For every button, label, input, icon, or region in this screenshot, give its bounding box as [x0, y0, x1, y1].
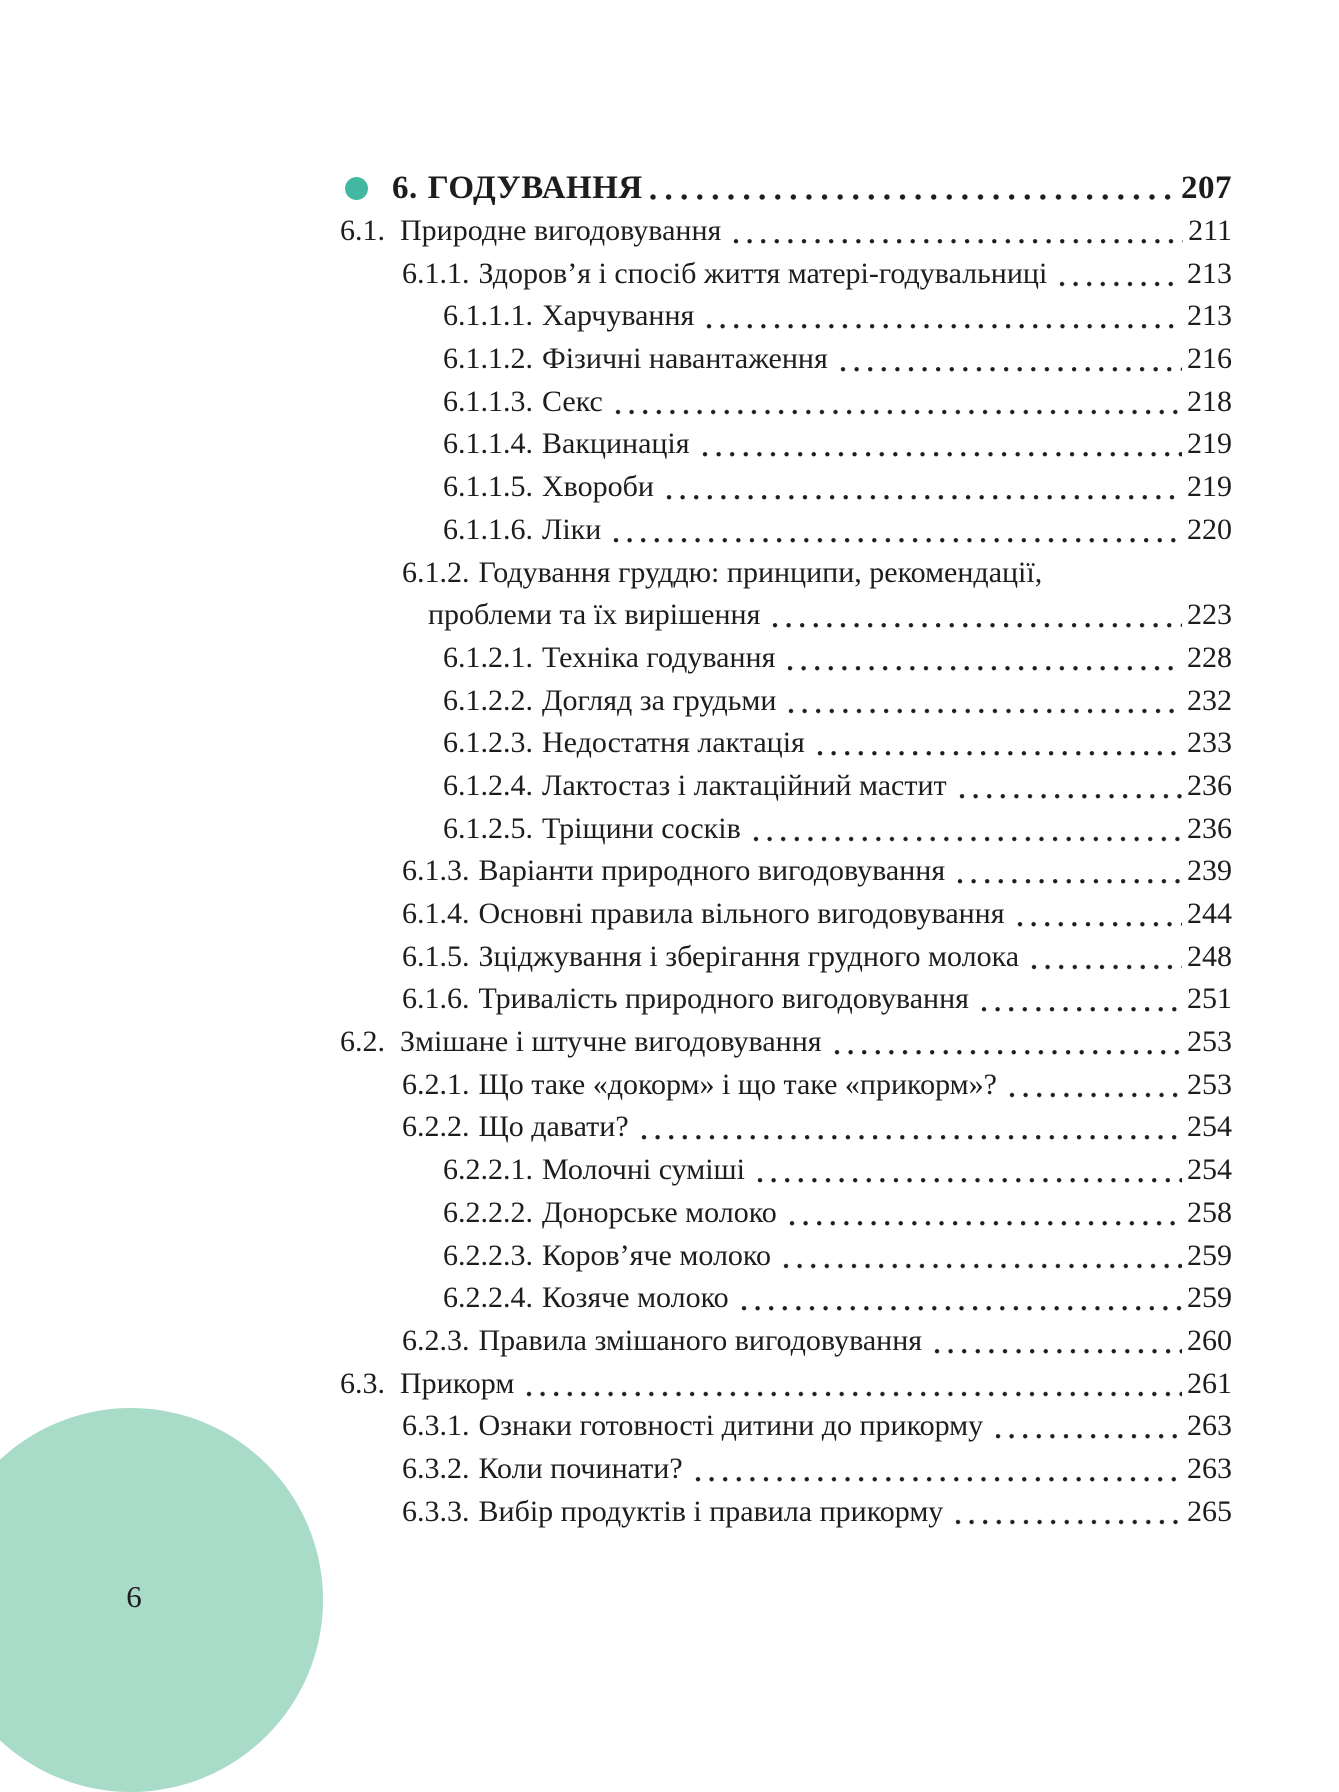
- dot-leader: [754, 1149, 1182, 1192]
- entry-page-number: 259: [1187, 1238, 1232, 1272]
- entry-title: Природне вигодовування: [400, 214, 722, 247]
- entry-number: 6.1.1.4.: [443, 427, 533, 461]
- entry-title: Техніка годування: [542, 640, 776, 674]
- entry-number: 6.1.2.: [402, 555, 470, 589]
- entry-number: 6.2.: [340, 1025, 385, 1059]
- entry-page-number: 260: [1187, 1323, 1232, 1357]
- entry-title: Догляд за грудьми: [542, 683, 777, 717]
- entry-page-number: 219: [1187, 470, 1232, 504]
- toc-entry: [340, 1106, 1232, 1149]
- toc-entry: [340, 253, 1232, 296]
- entry-page-number: 253: [1187, 1067, 1232, 1101]
- dot-leader: [703, 295, 1182, 338]
- entry-number: 6.2.2.1.: [443, 1153, 533, 1187]
- dot-leader: [992, 1405, 1182, 1448]
- entry-page-number: 254: [1187, 1110, 1232, 1144]
- entry-title: Недостатня лактація: [542, 726, 805, 760]
- footer-page-number: 6: [126, 1578, 142, 1614]
- toc-entry: [340, 1235, 1232, 1278]
- toc-entry: [340, 1277, 1232, 1320]
- entry-number: 6.2.1.: [402, 1067, 470, 1101]
- entry-number: 6.1.2.1.: [443, 640, 533, 674]
- entry-number: 6.3.: [340, 1366, 385, 1400]
- dot-leader: [785, 680, 1182, 723]
- entry-number: 6.1.1.1.: [443, 299, 533, 333]
- entry-page-number: 223: [1187, 598, 1232, 632]
- toc-entry: [340, 850, 1232, 893]
- toc-entry: [340, 722, 1232, 765]
- entry-title: Ознаки готовності дитини до прикорму: [478, 1409, 984, 1443]
- dot-leader: [954, 850, 1182, 893]
- entry-title: Харчування: [542, 299, 695, 333]
- chapter-bullet-icon: [345, 177, 368, 200]
- entry-title: Секс: [542, 384, 603, 418]
- toc-entry: [340, 466, 1232, 509]
- entry-page-number: 258: [1187, 1195, 1232, 1229]
- entry-title: Варіанти природного вигодовування: [478, 854, 946, 888]
- entry-title: Коров’яче молоко: [542, 1238, 771, 1272]
- chapter-page-number: 207: [1181, 170, 1232, 206]
- toc-entry: [340, 978, 1232, 1021]
- entry-page-number: 265: [1187, 1494, 1232, 1528]
- entry-page-number: 248: [1187, 939, 1232, 973]
- dot-leader: [978, 978, 1182, 1021]
- entry-title: Донорське молоко: [542, 1195, 777, 1229]
- dot-leader: [692, 1448, 1182, 1491]
- entry-title: Що таке «докорм» і що таке «прикорм»?: [478, 1067, 997, 1101]
- dot-leader: [769, 594, 1182, 637]
- toc-entry: [340, 295, 1232, 338]
- entry-number: 6.1.5.: [402, 939, 470, 973]
- toc-entry: [340, 893, 1232, 936]
- entry-number: 6.2.2.2.: [443, 1195, 533, 1229]
- dot-leader: [1028, 936, 1182, 979]
- entry-number: 6.1.1.5.: [443, 470, 533, 504]
- dot-leader: [837, 338, 1182, 381]
- dot-leader: [610, 509, 1182, 552]
- entry-page-number: 213: [1187, 299, 1232, 333]
- entry-number: 6.1.1.6.: [443, 512, 533, 546]
- toc-entry: [340, 509, 1232, 552]
- entry-page-number: 216: [1187, 342, 1232, 376]
- toc-entry: [340, 1448, 1232, 1491]
- toc-entry: [340, 210, 1232, 253]
- entry-page-number: 251: [1187, 982, 1232, 1016]
- entry-title: Вибір продуктів і правила прикорму: [478, 1494, 944, 1528]
- toc-entry: [340, 1149, 1232, 1192]
- dot-leader: [646, 166, 1176, 210]
- entry-title: Фізичні навантаження: [542, 342, 828, 376]
- entry-page-number: 218: [1187, 384, 1232, 418]
- entry-number: 6.1.1.3.: [443, 384, 533, 418]
- entry-page-number: 253: [1187, 1025, 1232, 1059]
- entry-number: 6.2.2.: [402, 1110, 470, 1144]
- entry-title: Вакцинація: [542, 427, 690, 461]
- entry-page-number: 236: [1187, 768, 1232, 802]
- entry-page-number: 263: [1187, 1409, 1232, 1443]
- toc-entry: [340, 423, 1232, 466]
- chapter-header-row: [340, 166, 1232, 210]
- entry-page-number: 254: [1187, 1153, 1232, 1187]
- toc-entry: [340, 1021, 1232, 1064]
- entry-number: 6.1.2.5.: [443, 811, 533, 845]
- toc-entry: [340, 1491, 1232, 1534]
- toc-entry: [340, 936, 1232, 979]
- entry-title: Годування груддю: принципи, рекомендації,: [478, 555, 1043, 589]
- chapter-title: ГОДУВАННЯ: [427, 170, 643, 206]
- toc-entry: [340, 1320, 1232, 1363]
- dot-leader: [638, 1106, 1182, 1149]
- entry-number: 6.1.: [340, 214, 385, 247]
- entry-title: Що давати?: [478, 1110, 629, 1144]
- entry-title: Ліки: [542, 512, 602, 546]
- entry-number: 6.2.3.: [402, 1323, 470, 1357]
- toc-entry-continuation: [340, 594, 1232, 637]
- dot-leader: [784, 637, 1182, 680]
- dot-leader: [931, 1320, 1182, 1363]
- dot-leader: [780, 1235, 1182, 1278]
- entry-page-number: 259: [1187, 1281, 1232, 1315]
- entry-number: 6.1.6.: [402, 982, 470, 1016]
- toc-entry: [340, 1405, 1232, 1448]
- entry-title: Тріщини сосків: [542, 811, 741, 845]
- toc-entry: [340, 338, 1232, 381]
- toc-entry: [340, 765, 1232, 808]
- entry-page-number: 219: [1187, 427, 1232, 461]
- entry-number: 6.1.1.2.: [443, 342, 533, 376]
- dot-leader: [1056, 253, 1182, 296]
- dot-leader: [663, 466, 1182, 509]
- entry-number: 6.1.2.2.: [443, 683, 533, 717]
- dot-leader: [699, 423, 1182, 466]
- entry-number: 6.3.3.: [402, 1494, 470, 1528]
- entry-title: Здоров’я і спосіб життя матері-годувальниці: [478, 256, 1048, 290]
- toc-entry: [340, 1192, 1232, 1235]
- toc-list: [340, 210, 1232, 1533]
- entry-number: 6.2.2.4.: [443, 1281, 533, 1315]
- dot-leader: [956, 765, 1182, 808]
- entry-page-number: 261: [1187, 1366, 1232, 1400]
- entry-title: Тривалість природного вигодовування: [478, 982, 969, 1016]
- entry-number: 6.1.2.4.: [443, 768, 533, 802]
- entry-number: 6.1.1.: [402, 256, 470, 290]
- entry-title: Коли починати?: [478, 1451, 683, 1485]
- dot-leader: [523, 1363, 1182, 1406]
- entry-title: Правила змішаного вигодовування: [478, 1323, 923, 1357]
- entry-number: 6.2.2.3.: [443, 1238, 533, 1272]
- corner-page-number-circle: [0, 1408, 323, 1792]
- dot-leader: [786, 1192, 1182, 1235]
- dot-leader: [814, 722, 1182, 765]
- entry-number: 6.3.1.: [402, 1409, 470, 1443]
- entry-page-number: 239: [1187, 854, 1232, 888]
- dot-leader: [612, 381, 1182, 424]
- dot-leader: [831, 1021, 1182, 1064]
- toc-entry: [340, 552, 1232, 595]
- entry-page-number: 228: [1187, 640, 1232, 674]
- entry-number: 6.1.4.: [402, 897, 470, 930]
- entry-title: Прикорм: [400, 1366, 515, 1400]
- entry-page-number: 244: [1187, 897, 1232, 930]
- dot-leader: [952, 1491, 1182, 1534]
- dot-leader: [738, 1277, 1182, 1320]
- entry-title: Лактостаз і лактаційний мастит: [542, 768, 947, 802]
- table-of-contents: [340, 166, 1232, 1533]
- entry-title: Основні правила вільного вигодовування: [478, 897, 1005, 930]
- entry-page-number: 233: [1187, 726, 1232, 760]
- dot-leader: [1014, 893, 1182, 936]
- toc-entry: [340, 1064, 1232, 1107]
- entry-page-number: 232: [1187, 683, 1232, 717]
- entry-title: Зціджування і зберігання грудного молока: [478, 939, 1020, 973]
- toc-entry: [340, 381, 1232, 424]
- toc-entry: [340, 808, 1232, 851]
- dot-leader: [750, 808, 1182, 851]
- entry-page-number: 236: [1187, 811, 1232, 845]
- entry-title: Змішане і штучне вигодовування: [400, 1025, 822, 1059]
- entry-number: 6.3.2.: [402, 1451, 470, 1485]
- toc-entry: [340, 680, 1232, 723]
- entry-title: Хвороби: [542, 470, 654, 504]
- entry-number: 6.1.3.: [402, 854, 470, 888]
- entry-page-number: 220: [1187, 512, 1232, 546]
- entry-page-number: 211: [1188, 214, 1232, 247]
- toc-entry: [340, 1363, 1232, 1406]
- entry-title: Молочні суміші: [542, 1153, 745, 1187]
- entry-number: 6.1.2.3.: [443, 726, 533, 760]
- entry-title: Козяче молоко: [542, 1281, 729, 1315]
- entry-page-number: 263: [1187, 1451, 1232, 1485]
- entry-page-number: 213: [1187, 256, 1232, 290]
- entry-title-continued: проблеми та їх вирішення: [428, 598, 761, 632]
- dot-leader: [1006, 1064, 1182, 1107]
- dot-leader: [730, 210, 1183, 253]
- toc-entry: [340, 637, 1232, 680]
- chapter-number: 6.: [392, 170, 418, 206]
